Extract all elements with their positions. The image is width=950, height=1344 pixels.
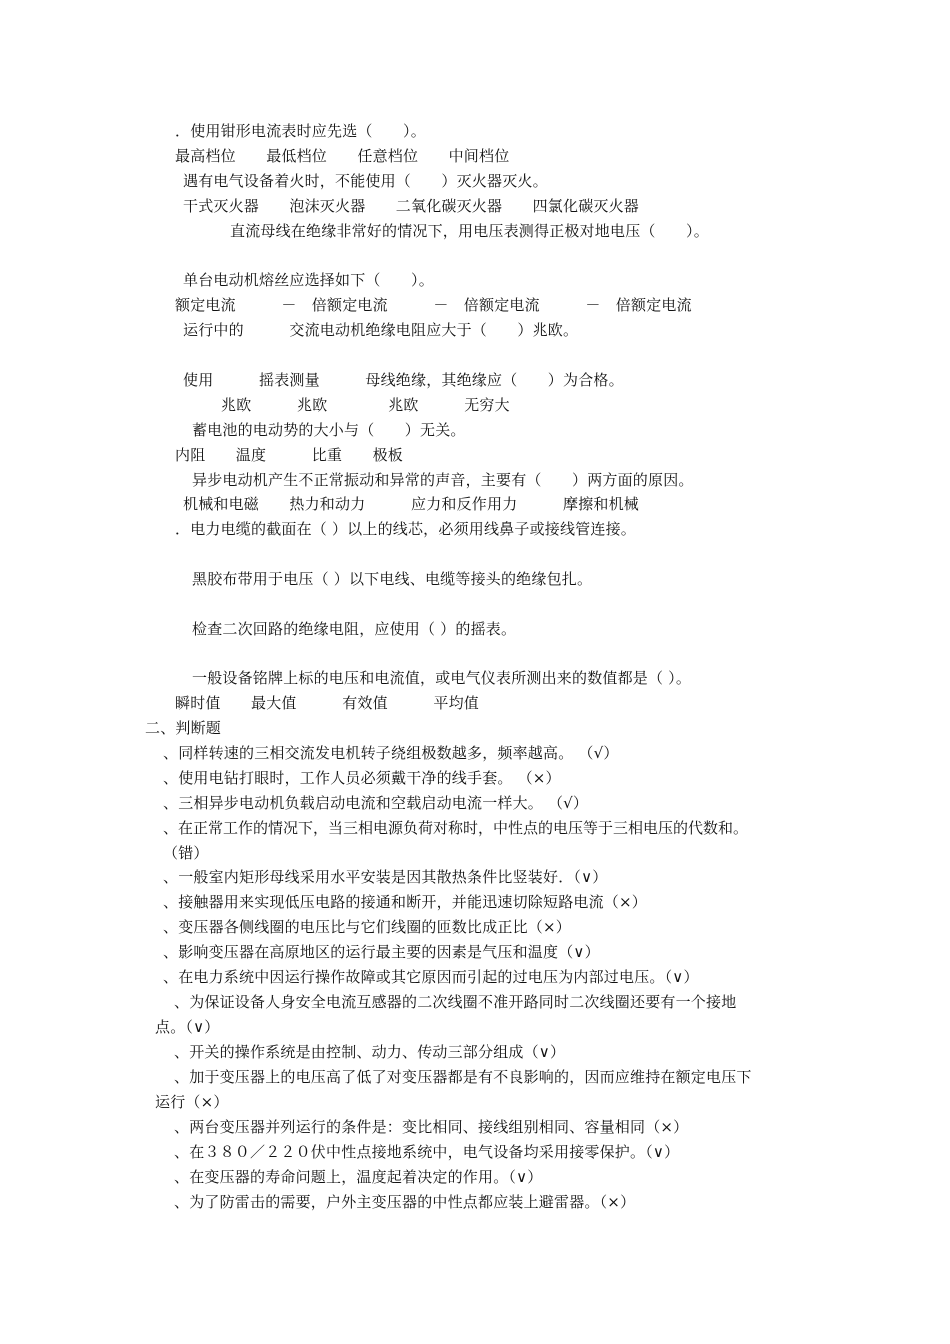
question-options: 兆欧 兆欧 兆欧 无穷大 (221, 396, 510, 414)
question-stem: 使用 摇表测量 母线绝缘，其绝缘应（ ）为合格。 (183, 371, 624, 389)
judgment-item: 、为了防雷击的需要，户外主变压器的中性点都应装上避雷器。（×） (174, 1193, 636, 1211)
question-options: 内阻 温度 比重 极板 (175, 446, 404, 464)
question-stem: 单台电动机熔丝应选择如下（ ）。 (183, 271, 434, 289)
question-stem: 直流母线在绝缘非常好的情况下，用电压表测得正极对地电压（ ）。 (230, 222, 709, 240)
judgment-item: 、使用电钻打眼时，工作人员必须戴干净的线手套。 （×） (163, 769, 561, 787)
judgment-item: 、同样转速的三相交流发电机转子绕组极数越多，频率越高。 （√） (163, 744, 619, 762)
judgment-item-continued: 运行（×） (155, 1093, 229, 1111)
judgment-item: 、接触器用来实现低压电路的接通和断开，并能迅速切除短路电流（×） (163, 893, 647, 911)
judgment-item: 、在电力系统中因运行操作故障或其它原因而引起的过电压为内部过电压。（∨） (163, 968, 699, 986)
question-stem: 检查二次回路的绝缘电阻，应使用（ ）的摇表。 (192, 620, 517, 638)
judgment-item: 、影响变压器在高原地区的运行最主要的因素是气压和温度（∨） (163, 943, 600, 961)
question-stem: ．使用钳形电流表时应先选（ ）。 (175, 122, 426, 140)
judgment-item: 、变压器各侧线圈的电压比与它们线圈的匝数比成正比（×） (163, 918, 571, 936)
question-options: 最高档位 最低档位 任意档位 中间档位 (175, 147, 510, 165)
judgment-item: 、开关的操作系统是由控制、动力、传动三部分组成（∨） (174, 1043, 566, 1061)
judgment-item: 、在变压器的寿命问题上，温度起着决定的作用。（∨） (174, 1168, 543, 1186)
question-stem: 黑胶布带用于电压（ ）以下电线、电缆等接头的绝缘包扎。 (192, 570, 593, 588)
question-options: 干式灭火器 泡沫灭火器 二氧化碳灭火器 四氯化碳灭火器 (183, 197, 640, 215)
section-title: 二、判断题 (145, 719, 222, 737)
judgment-item: 、两台变压器并列运行的条件是：变比相同、接线组别相同、容量相同（×） (174, 1118, 689, 1136)
question-options: 额定电流 － 倍额定电流 － 倍额定电流 － 倍额定电流 (175, 296, 692, 314)
judgment-item: 、在正常工作的情况下，当三相电源负荷对称时，中性点的电压等于三相电压的代数和。 (163, 819, 749, 837)
judgment-item: 、加于变压器上的电压高了低了对变压器都是有不良影响的，因而应维持在额定电压下 (174, 1068, 752, 1086)
judgment-item: 、三相异步电动机负载启动电流和空载启动电流一样大。 （√） (163, 794, 589, 812)
question-stem: 遇有电气设备着火时，不能使用（ ）灭火器灭火。 (183, 172, 548, 190)
question-options: 机械和电磁 热力和动力 应力和反作用力 摩擦和机械 (183, 495, 640, 513)
judgment-item: 、在３８０／２２０伏中性点接地系统中，电气设备均采用接零保护。（∨） (174, 1143, 680, 1161)
question-stem: 运行中的 交流电动机绝缘电阻应大于（ ）兆欧。 (183, 321, 579, 339)
question-stem: 蓄电池的电动势的大小与（ ）无关。 (192, 421, 466, 439)
judgment-item: 、一般室内矩形母线采用水平安装是因其散热条件比竖装好．（∨） (163, 868, 608, 886)
question-options: 瞬时值 最大值 有效值 平均值 (175, 694, 480, 712)
question-stem: 异步电动机产生不正常振动和异常的声音，主要有（ ）两方面的原因。 (192, 471, 694, 489)
judgment-item-continued: 点。（∨） (155, 1018, 220, 1036)
question-stem: ．电力电缆的截面在（ ）以上的线芯，必须用线鼻子或接线管连接。 (175, 520, 636, 538)
judgment-item: 、为保证设备人身安全电流互感器的二次线圈不准开路同时二次线圈还要有一个接地 (174, 993, 737, 1011)
question-stem: 一般设备铭牌上标的电压和电流值，或电气仪表所测出来的数值都是（ ）。 (192, 669, 692, 687)
judgment-item-continued: （错） (163, 844, 209, 862)
